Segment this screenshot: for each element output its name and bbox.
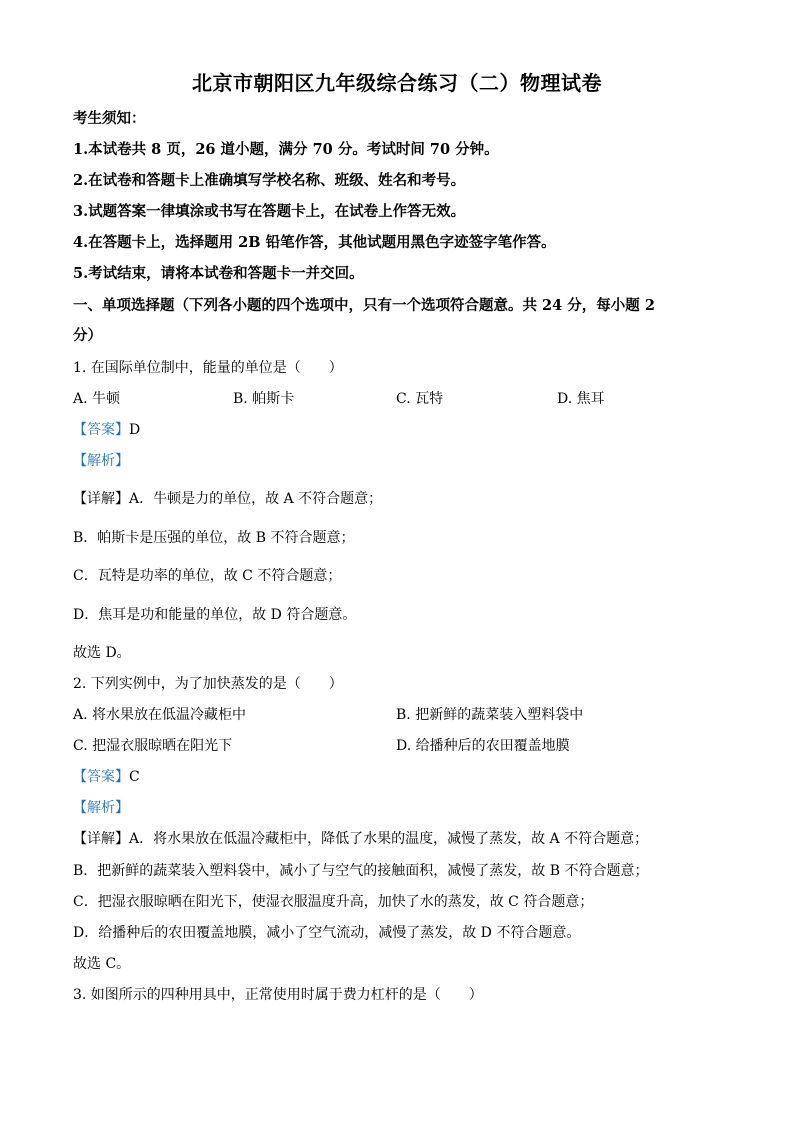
question-1-detail-c: C．瓦特是功率的单位，故 C 不符合题意； — [73, 568, 342, 584]
question-2-option-a: A. 将水果放在低温冷藏柜中 — [73, 707, 247, 723]
notice-item-1: 1.本试卷共 8 页，26 道小题，满分 70 分。考试时间 70 分钟。 — [73, 141, 499, 158]
section-heading: 一、单项选择题（下列各小题的四个选项中，只有一个选项符合题意。共 24 分，每小题 2 — [73, 297, 655, 314]
question-1-detail — [73, 489, 382, 509]
question-2-conclusion: 故选 C。 — [73, 956, 131, 972]
question-2-answer — [73, 767, 140, 787]
question-2-option-c: C. 把湿衣服晾晒在阳光下 — [73, 738, 233, 754]
detail-tag: 【详解】 — [73, 831, 129, 847]
question-2-analysis-tag: 【解析】 — [73, 800, 129, 816]
detail-text: A．牛顿是力的单位，故 A 不符合题意； — [129, 491, 383, 507]
notice-item-5: 5.考试结束，请将本试卷和答题卡一并交回。 — [73, 265, 364, 282]
question-1-conclusion: 故选 D。 — [73, 645, 131, 661]
answer-value: C — [129, 769, 140, 785]
answer-tag: 【答案】 — [73, 422, 129, 438]
question-3-stem: 3. 如图所示的四种用具中，正常使用时属于费力杠杆的是（ ） — [73, 987, 483, 1003]
question-1-analysis-tag: 【解析】 — [73, 453, 129, 469]
question-2-stem: 2. 下列实例中，为了加快蒸发的是（ ） — [73, 676, 343, 692]
question-2-option-b: B. 把新鲜的蔬菜装入塑料袋中 — [396, 707, 584, 723]
detail-tag: 【详解】 — [73, 491, 129, 507]
detail-text: A．将水果放在低温冷藏柜中，降低了水果的温度，减慢了蒸发，故 A 不符合题意； — [129, 831, 649, 847]
question-1-option-b: B. 帕斯卡 — [233, 391, 295, 407]
question-2-detail-d: D．给播种后的农田覆盖地膜，减小了空气流动，减慢了蒸发，故 D 不符合题意。 — [73, 925, 581, 941]
question-1-detail-d: D．焦耳是功和能量的单位，故 D 符合题意。 — [73, 607, 357, 623]
question-2-detail-c: C．把湿衣服晾晒在阳光下，使湿衣服温度升高，加快了水的蒸发，故 C 符合题意； — [73, 894, 594, 910]
question-2-detail — [73, 829, 648, 849]
notice-item-3: 3.试题答案一律填涂或书写在答题卡上，在试卷上作答无效。 — [73, 203, 466, 220]
notice-item-2: 2.在试卷和答题卡上准确填写学校名称、班级、姓名和考号。 — [73, 172, 466, 189]
question-1-answer — [73, 420, 140, 440]
question-1-option-a: A. 牛顿 — [73, 391, 121, 407]
page-title: 北京市朝阳区九年级综合练习（二）物理试卷 — [192, 71, 602, 95]
answer-value: D — [129, 422, 141, 438]
answer-tag: 【答案】 — [73, 769, 129, 785]
question-2-detail-b: B．把新鲜的蔬菜装入塑料袋中，减小了与空气的接触面积，减慢了蒸发，故 B 不符合题意； — [73, 863, 649, 879]
question-1-stem: 1. 在国际单位制中，能量的单位是（ ） — [73, 360, 343, 376]
section-heading-cont: 分） — [73, 327, 102, 344]
notice-item-4: 4.在答题卡上，选择题用 2B 铅笔作答，其他试题用黑色字迹签字笔作答。 — [73, 234, 556, 251]
notice-heading: 考生须知： — [73, 110, 146, 127]
question-1-option-d: D. 焦耳 — [557, 391, 605, 407]
question-1-detail-b: B．帕斯卡是压强的单位，故 B 不符合题意； — [73, 530, 355, 546]
question-1-option-c: C. 瓦特 — [396, 391, 444, 407]
question-2-option-d: D. 给播种后的农田覆盖地膜 — [396, 738, 570, 754]
